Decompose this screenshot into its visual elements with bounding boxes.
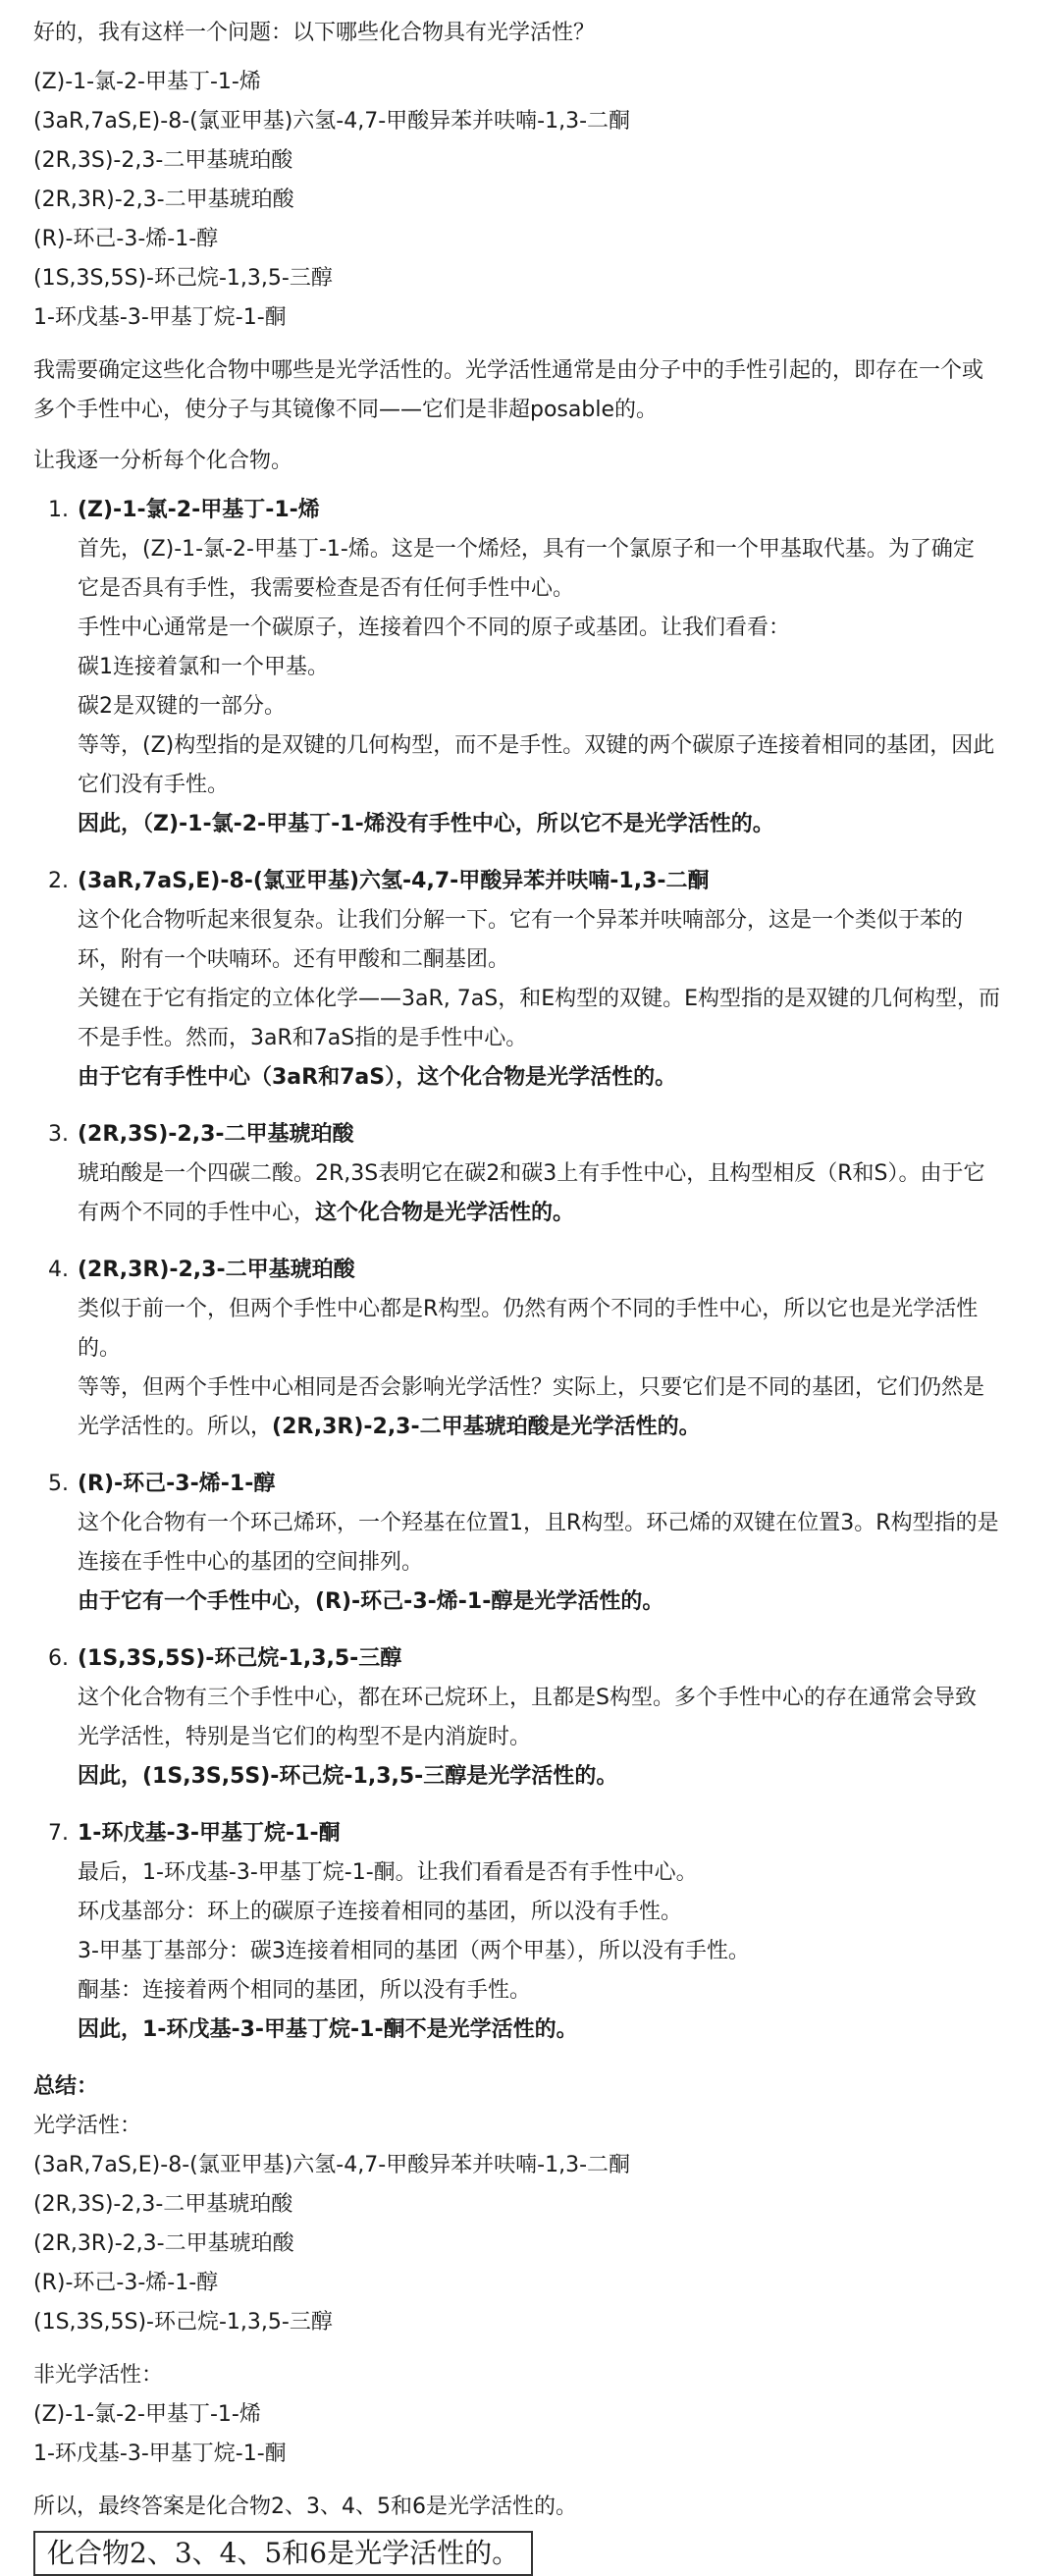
summary-heading: 总结： (33, 2074, 99, 2099)
item-line: 琥珀酸是一个四碳二酸。2R,3S表明它在碳2和碳3上有手性中心，且构型相反（R和S）。由于它 (78, 1161, 985, 1186)
item-conclusion: (2R,3R)-2,3-二甲基琥珀酸是光学活性的。 (272, 1415, 701, 1439)
compound-item: (3aR,7aS,E)-8-(氯亚甲基)六氢-4,7-甲酸异苯并呋喃-1,3-二酮 (33, 109, 631, 134)
compound-item: (2R,3R)-2,3-二甲基琥珀酸 (33, 188, 294, 212)
paragraph-line: 多个手性中心，使分子与其镜像不同——它们是非超posable的。 (33, 398, 658, 422)
item-line: 环戊基部分：环上的碳原子连接着相同的基团，所以没有手性。 (78, 1900, 683, 1924)
analysis-item (33, 1115, 1033, 1233)
item-line: 不是手性。然而，3aR和7aS指的是手性中心。 (78, 1026, 528, 1050)
compound-item: (2R,3S)-2,3-二甲基琥珀酸 (33, 148, 293, 173)
item-line: 它是否具有手性，我需要检查是否有任何手性中心。 (78, 576, 575, 601)
item-number: 7. (48, 1821, 69, 1846)
item-conclusion: 由于它有手性中心（3aR和7aS），这个化合物是光学活性的。 (78, 1065, 677, 1090)
item-line-text: 光学活性的。所以， (78, 1415, 273, 1439)
item-line: 酮基：连接着两个相同的基团，所以没有手性。 (78, 1978, 532, 2003)
item-line: 连接在手性中心的基团的空间排列。 (78, 1550, 424, 1575)
item-line: 最后，1-环戊基-3-甲基丁烷-1-酮。让我们看看是否有手性中心。 (78, 1860, 698, 1885)
item-line: 关键在于它有指定的立体化学——3aR, 7aS，和E构型的双键。E构型指的是双键的几何构型，而 (78, 987, 1000, 1011)
inactive-compound: 1-环戊基-3-甲基丁烷-1-酮 (33, 2442, 287, 2466)
analysis-item (33, 1251, 1033, 1447)
inactive-group (33, 2356, 1033, 2474)
active-compound: (2R,3S)-2,3-二甲基琥珀酸 (33, 2192, 293, 2217)
compound-list (33, 63, 1033, 338)
item-line: 3-甲基丁基部分：碳3连接着相同的基团（两个甲基），所以没有手性。 (78, 1939, 750, 1963)
item-number: 1. (48, 498, 69, 522)
item-line: 类似于前一个，但两个手性中心都是R构型。仍然有两个不同的手性中心，所以它也是光学活性 (78, 1297, 979, 1321)
analysis-item (33, 1465, 1033, 1622)
item-conclusion: 由于它有一个手性中心，(R)-环己-3-烯-1-醇是光学活性的。 (78, 1589, 664, 1614)
analysis-item (33, 1814, 1033, 2050)
item-line: 首先，(Z)-1-氯-2-甲基丁-1-烯。这是一个烯烃，具有一个氯原子和一个甲基取代基。为了确定 (78, 537, 975, 562)
item-conclusion: 因此，(1S,3S,5S)-环己烷-1,3,5-三醇是光学活性的。 (78, 1764, 618, 1789)
paragraph-line: 我需要确定这些化合物中哪些是光学活性的。光学活性通常是由分子中的手性引起的，即存在一个或 (33, 358, 984, 383)
item-line: 这个化合物有一个环己烯环，一个羟基在位置1，且R构型。环己烯的双键在位置3。R构型指的是 (78, 1511, 999, 1535)
compound-item: (Z)-1-氯-2-甲基丁-1-烯 (33, 70, 261, 94)
item-title: (2R,3S)-2,3-二甲基琥珀酸 (78, 1122, 354, 1147)
item-title: (2R,3R)-2,3-二甲基琥珀酸 (78, 1258, 355, 1282)
analysis-item (33, 862, 1033, 1098)
inactive-label: 非光学活性： (33, 2363, 164, 2388)
analysis-item (33, 491, 1033, 844)
final-sentence: 所以，最终答案是化合物2、3、4、5和6是光学活性的。 (33, 2495, 577, 2519)
item-number: 3. (48, 1122, 69, 1147)
active-group (33, 2107, 1033, 2342)
explanation-paragraph (33, 351, 1033, 430)
item-line: 这个化合物听起来很复杂。让我们分解一下。它有一个异苯并呋喃部分，这是一个类似于苯的 (78, 908, 964, 933)
item-title: (R)-环己-3-烯-1-醇 (78, 1472, 276, 1496)
item-line: 手性中心通常是一个碳原子，连接着四个不同的原子或基团。让我们看看： (78, 616, 791, 640)
item-number: 2. (48, 869, 69, 893)
item-title: 1-环戊基-3-甲基丁烷-1-酮 (78, 1821, 341, 1846)
active-compound: (3aR,7aS,E)-8-(氯亚甲基)六氢-4,7-甲酸异苯并呋喃-1,3-二酮 (33, 2153, 631, 2177)
item-line-mixed (78, 1194, 1033, 1233)
compound-item: (R)-环己-3-烯-1-醇 (33, 227, 219, 251)
item-line: 它们没有手性。 (78, 773, 230, 797)
item-title: (1S,3S,5S)-环己烷-1,3,5-三醇 (78, 1646, 402, 1671)
item-line: 的。 (78, 1336, 122, 1361)
item-line: 光学活性，特别是当它们的构型不是内消旋时。 (78, 1725, 532, 1749)
inactive-compound: (Z)-1-氯-2-甲基丁-1-烯 (33, 2402, 261, 2427)
item-line-mixed (78, 1408, 1033, 1447)
item-line-text: 有两个不同的手性中心， (78, 1201, 316, 1225)
item-line: 等等，(Z)构型指的是双键的几何构型，而不是手性。双键的两个碳原子连接着相同的基团，因此 (78, 733, 995, 758)
analysis-item (33, 1639, 1033, 1797)
item-line: 这个化合物有三个手性中心，都在环己烷环上，且都是S构型。多个手性中心的存在通常会导致 (78, 1686, 977, 1710)
final-answer-box: 化合物2、3、4、5和6是光学活性的。 (33, 2531, 533, 2576)
item-number: 4. (48, 1258, 69, 1282)
item-line: 等等，但两个手性中心相同是否会影响光学活性？实际上，只要它们是不同的基团，它们仍然是 (78, 1375, 985, 1400)
active-label: 光学活性： (33, 2114, 142, 2138)
analysis-lead: 让我逐一分析每个化合物。 (33, 449, 293, 473)
item-number: 6. (48, 1646, 69, 1671)
item-line: 环，附有一个呋喃环。还有甲酸和二酮基团。 (78, 947, 510, 972)
analysis-list (33, 491, 1033, 2050)
item-line: 碳1连接着氯和一个甲基。 (78, 655, 329, 679)
intro-question: 好的，我有这样一个问题：以下哪些化合物具有光学活性？ (33, 21, 596, 45)
compound-item: 1-环戊基-3-甲基丁烷-1-酮 (33, 305, 287, 330)
active-compound: (1S,3S,5S)-环己烷-1,3,5-三醇 (33, 2310, 333, 2334)
active-compound: (R)-环己-3-烯-1-醇 (33, 2271, 219, 2295)
item-conclusion: 因此，（Z)-1-氯-2-甲基丁-1-烯没有手性中心，所以它不是光学活性的。 (78, 812, 774, 836)
item-number: 5. (48, 1472, 69, 1496)
item-title: (3aR,7aS,E)-8-(氯亚甲基)六氢-4,7-甲酸异苯并呋喃-1,3-二酮 (78, 869, 710, 893)
compound-item: (1S,3S,5S)-环己烷-1,3,5-三醇 (33, 266, 333, 291)
item-conclusion: 因此，1-环戊基-3-甲基丁烷-1-酮不是光学活性的。 (78, 2017, 578, 2042)
active-compound: (2R,3R)-2,3-二甲基琥珀酸 (33, 2231, 294, 2256)
item-title: (Z)-1-氯-2-甲基丁-1-烯 (78, 498, 320, 522)
item-line: 碳2是双键的一部分。 (78, 694, 286, 719)
item-conclusion: 这个化合物是光学活性的。 (315, 1201, 575, 1225)
